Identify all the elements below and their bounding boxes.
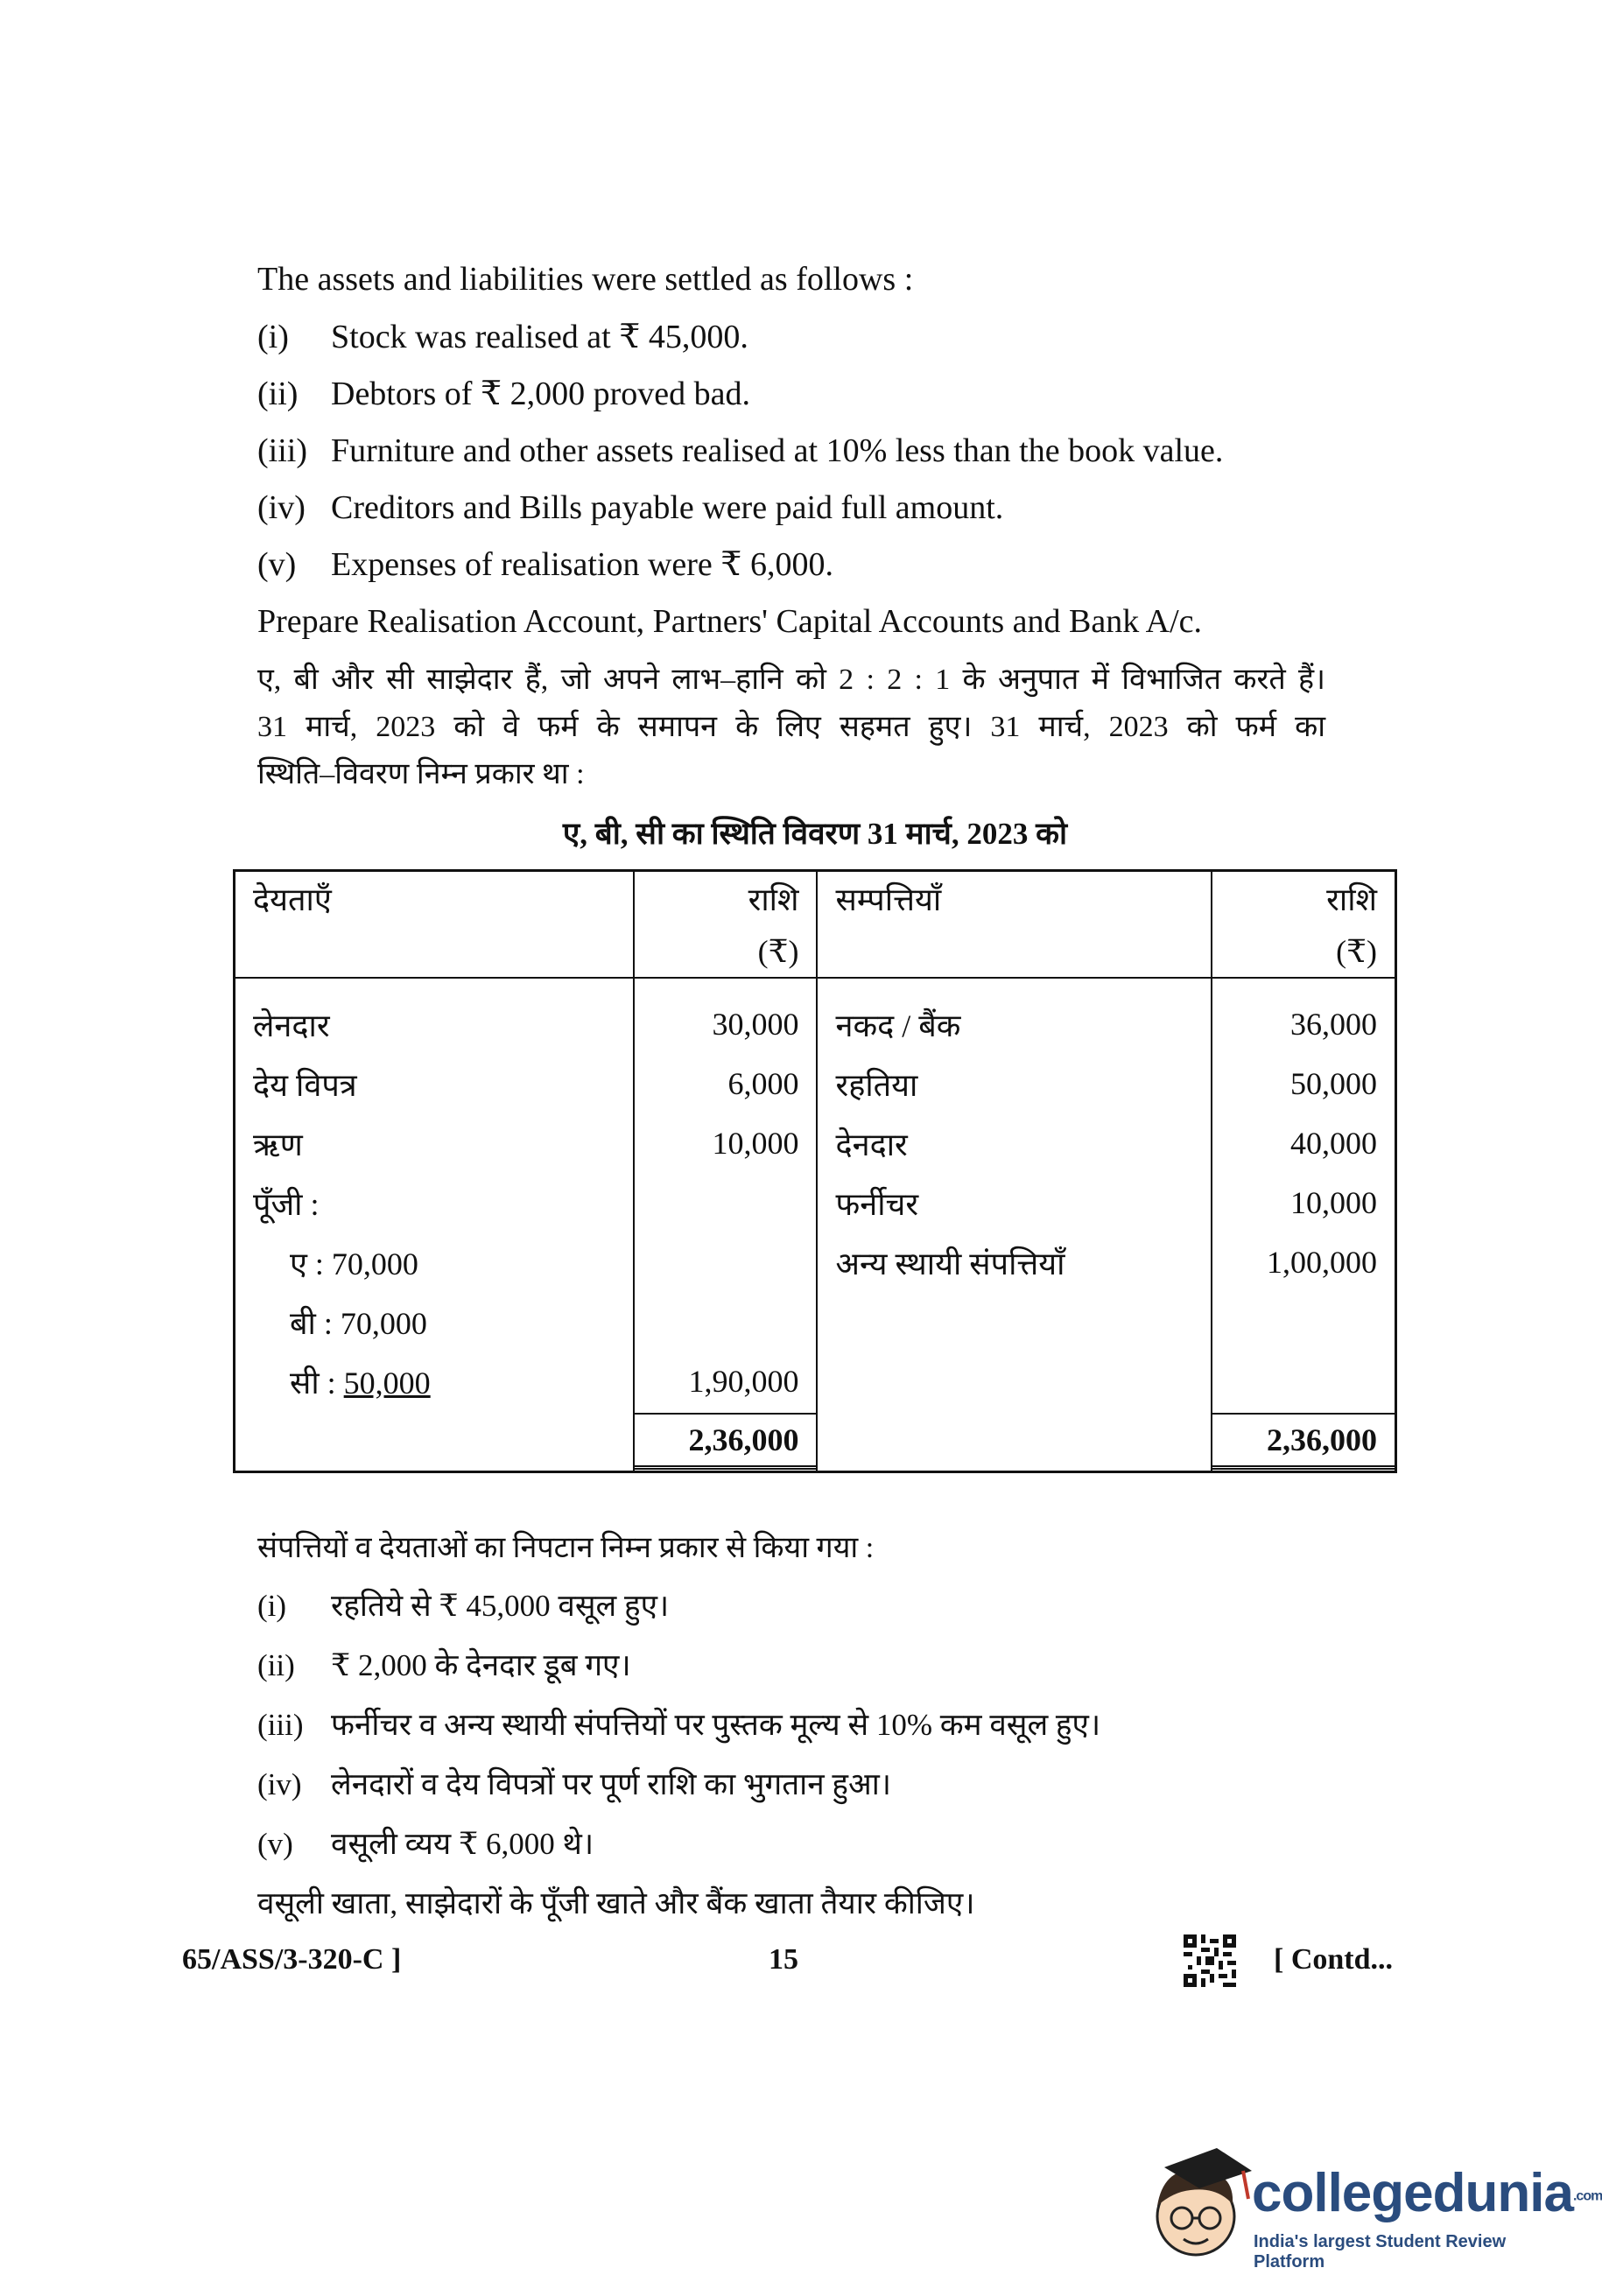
hindi-intro xyxy=(257,657,1325,798)
table-row xyxy=(235,1292,1396,1352)
table-header-row xyxy=(235,871,1396,927)
collegedunia-logo-text: collegedunia.com xyxy=(1252,2163,1602,2223)
hindi-intro-line-3: स्थिति–विवरण निम्न प्रकार था : xyxy=(257,758,585,790)
assets-currency: (₹) xyxy=(1212,926,1395,978)
table-row: ऋण 10,000 देनदार 40,000 xyxy=(235,1113,1396,1173)
english-intro: The assets and liabilities were settled as follows : xyxy=(257,261,914,298)
other-fixed-assets-amount: 1,00,000 xyxy=(1267,1245,1377,1280)
table-row xyxy=(235,1352,1396,1411)
qr-code-icon xyxy=(1184,1934,1236,1987)
table-currency-row xyxy=(235,926,1396,978)
hindi-item-1: (i) रहतिये से ₹ 45,000 वसूल हुए। xyxy=(257,1589,670,1623)
liabilities-header: देयताएँ xyxy=(235,871,634,927)
capital-b: बी : 70,000 xyxy=(235,1292,634,1352)
hindi-item-2: (ii) ₹ 2,000 के देनदार डूब गए। xyxy=(257,1648,631,1682)
balance-sheet-caption: ए, बी, सी का स्थिति विवरण 31 मार्च, 2023 को xyxy=(562,817,1068,851)
other-fixed-assets: अन्य स्थायी संपत्तियाँ xyxy=(817,1232,1212,1292)
totals-row xyxy=(235,1411,1396,1472)
english-item-1: (i) Stock was realised at ₹ 45,000. xyxy=(257,319,748,355)
hindi-instruction: वसूली खाता, साझेदारों के पूँजी खाते और बैंक खाता तैयार कीजिए। xyxy=(257,1886,975,1920)
hindi-settlement-intro: संपत्तियों व देयताओं का निपटान निम्न प्रकार से किया गया : xyxy=(257,1532,875,1564)
assets-amount-header: राशि xyxy=(1326,882,1377,917)
hindi-intro-line-1: ए, बी और सी साझेदार हैं, जो अपने लाभ–हानि को 2 : 2 : 1 के अनुपात में विभाजित करते हैं। xyxy=(257,664,1325,696)
liabilities-currency: (₹) xyxy=(634,926,818,978)
table-row: पूँजी : फर्नीचर 10,000 xyxy=(235,1173,1396,1232)
hindi-intro-line-2: 31 मार्च, 2023 को वे फर्म के समापन के लिए सहमत हुए। 31 मार्च, 2023 को फर्म का xyxy=(257,711,1325,743)
liabilities-amount-header: राशि xyxy=(634,871,818,927)
english-instruction: Prepare Realisation Account, Partners' Capital Accounts and Bank A/c. xyxy=(257,603,1203,640)
english-item-3: (iii) Furniture and other assets realised at 10% less than the book value. xyxy=(257,432,1224,469)
capital-a: ए : 70,000 xyxy=(235,1232,634,1292)
capital-c: सी : 50,000 xyxy=(235,1352,634,1411)
english-item-4: (iv) Creditors and Bills payable were paid full amount. xyxy=(257,489,1004,526)
paper-code: 65/ASS/3-320-C ] xyxy=(182,1943,402,1976)
english-item-2: (ii) Debtors of ₹ 2,000 proved bad. xyxy=(257,376,751,412)
liabilities-total: 2,36,000 xyxy=(635,1413,817,1470)
table-row xyxy=(235,1232,1396,1292)
english-item-5: (v) Expenses of realisation were ₹ 6,000. xyxy=(257,546,833,583)
page-number: 15 xyxy=(769,1943,798,1976)
collegedunia-tagline: India's largest Student Review Platform xyxy=(1254,2232,1507,2271)
table-row: देय विपत्र 6,000 रहतिया 50,000 xyxy=(235,1054,1396,1113)
hindi-item-3: (iii) फर्नीचर व अन्य स्थायी संपत्तियों पर पुस्तक मूल्य से 10% कम वसूल हुए। xyxy=(257,1708,1101,1742)
contd-label: [ Contd... xyxy=(1274,1943,1394,1976)
assets-total: 2,36,000 xyxy=(1212,1413,1395,1470)
balance-sheet-table xyxy=(233,869,1397,1473)
hindi-item-4: (iv) लेनदारों व देय विपत्रों पर पूर्ण राशि का भुगतान हुआ। xyxy=(257,1767,892,1801)
table-row: लेनदार 30,000 नकद / बैंक 36,000 xyxy=(235,978,1396,1054)
total-capital: 1,90,000 xyxy=(634,1352,818,1411)
hindi-item-5: (v) वसूली व्यय ₹ 6,000 थे। xyxy=(257,1827,594,1861)
assets-header: सम्पत्तियाँ xyxy=(817,871,1212,927)
